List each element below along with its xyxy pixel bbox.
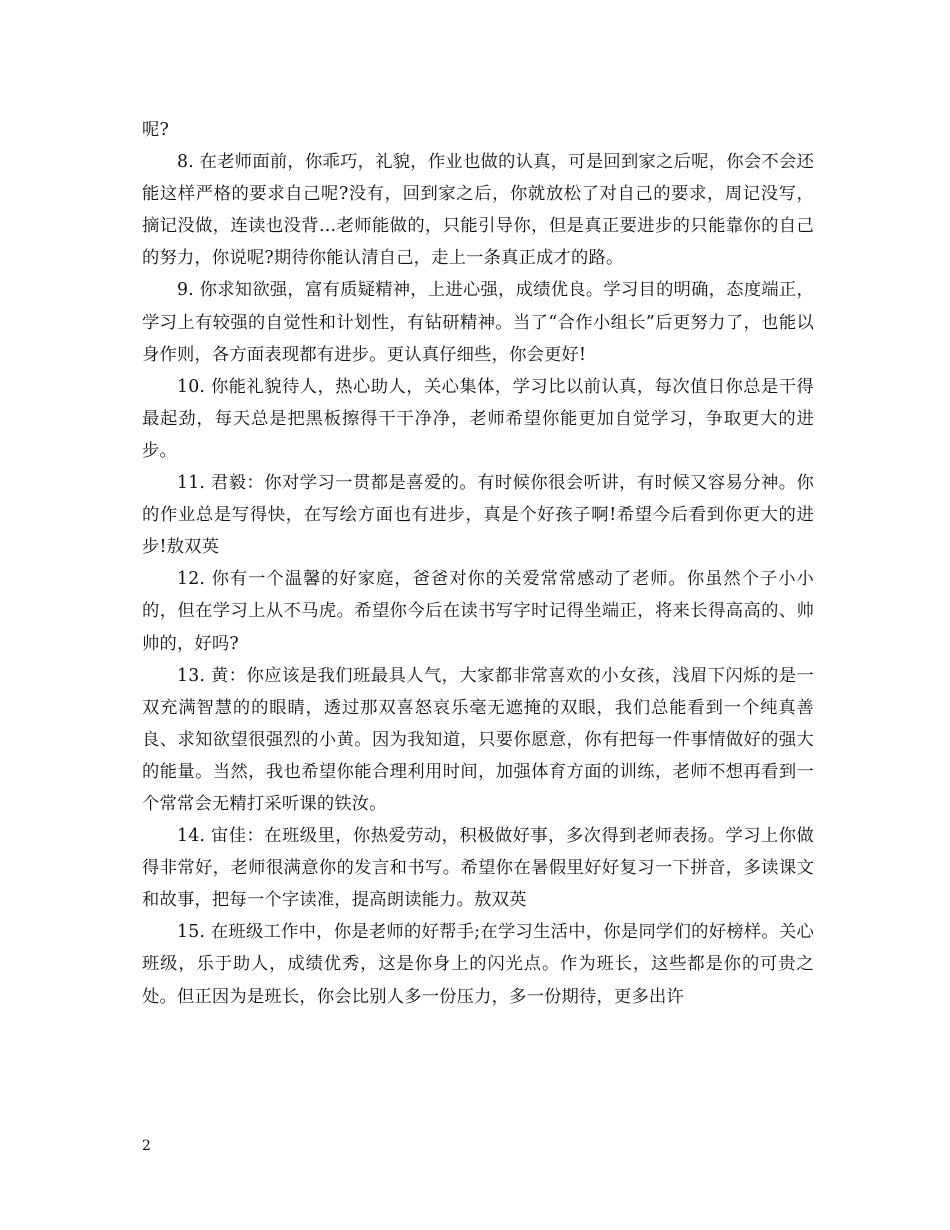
paragraph-item-9: 9. 你求知欲强，富有质疑精神，上进心强，成绩优良。学习目的明确，态度端正，学习上有较强的自觉性和计划性，有钻研精神。当了“合作小组长”后更努力了，也能以身作则，各方面表现都有进步。更认真仔细些，你会更好!: [142, 280, 814, 365]
paragraph-item-11: 11. 君毅：你对学习一贯都是喜爱的。有时候你很会听讲，有时候又容易分神。你的作业总是写得快，在写绘方面也有进步，真是个好孩子啊!希望今后看到你更大的进步!敖双英: [142, 473, 814, 558]
paragraph-item-14: 14. 宙佳：在班级里，你热爱劳动，积极做好事，多次得到老师表扬。学习上你做得非常好，老师很满意你的发言和书写。希望你在暑假里好好复习一下拼音，多读课文和故事，把每一个字读准，提高朗读能力。敖双英: [142, 826, 814, 911]
document-body: [142, 114, 814, 1013]
paragraph-item-13: 13. 黄：你应该是我们班最具人气，大家都非常喜欢的小女孩，浅眉下闪烁的是一双充满智慧的的眼睛，透过那双喜怒哀乐毫无遮掩的双眼，我们总能看到一个纯真善良、求知欲望很强烈的小黄。因为我知道，只要你愿意，你有把每一件事情做好的强大的能量。当然，我也希望你能合理利用时间，加强体育方面的训练，老师不想再看到一个常常会无精打采听课的铁汝。: [142, 665, 814, 814]
paragraph-item-10: 10. 你能礼貌待人，热心助人，关心集体，学习比以前认真，每次值日你总是干得最起劲，每天总是把黑板擦得干干净净，老师希望你能更加自觉学习，争取更大的进步。: [142, 376, 814, 461]
paragraph-item-8: 8. 在老师面前，你乖巧，礼貌，作业也做的认真，可是回到家之后呢，你会不会还能这样严格的要求自己呢?没有，回到家之后，你就放松了对自己的要求，周记没写，摘记没做，连读也没背…老师能做的，只能引导你，但是真正要进步的只能靠你的自己的努力，你说呢?期待你能认清自己，走上一条真正成才的路。: [142, 152, 814, 269]
page-number: 2: [142, 1138, 151, 1154]
paragraph-item-12: 12. 你有一个温馨的好家庭，爸爸对你的关爱常常感动了老师。你虽然个子小小的，但在学习上从不马虎。希望你今后在读书写字时记得坐端正，将来长得高高的、帅帅的，好吗?: [142, 569, 814, 654]
paragraph-item-15: 15. 在班级工作中，你是老师的好帮手;在学习生活中，你是同学们的好榜样。关心班级，乐于助人，成绩优秀，这是你身上的闪光点。作为班长，这些都是你的可贵之处。但正因为是班长，你会比别人多一份压力，多一份期待，更多出许: [142, 922, 814, 1007]
paragraph-continuation: 呢?: [142, 120, 169, 140]
